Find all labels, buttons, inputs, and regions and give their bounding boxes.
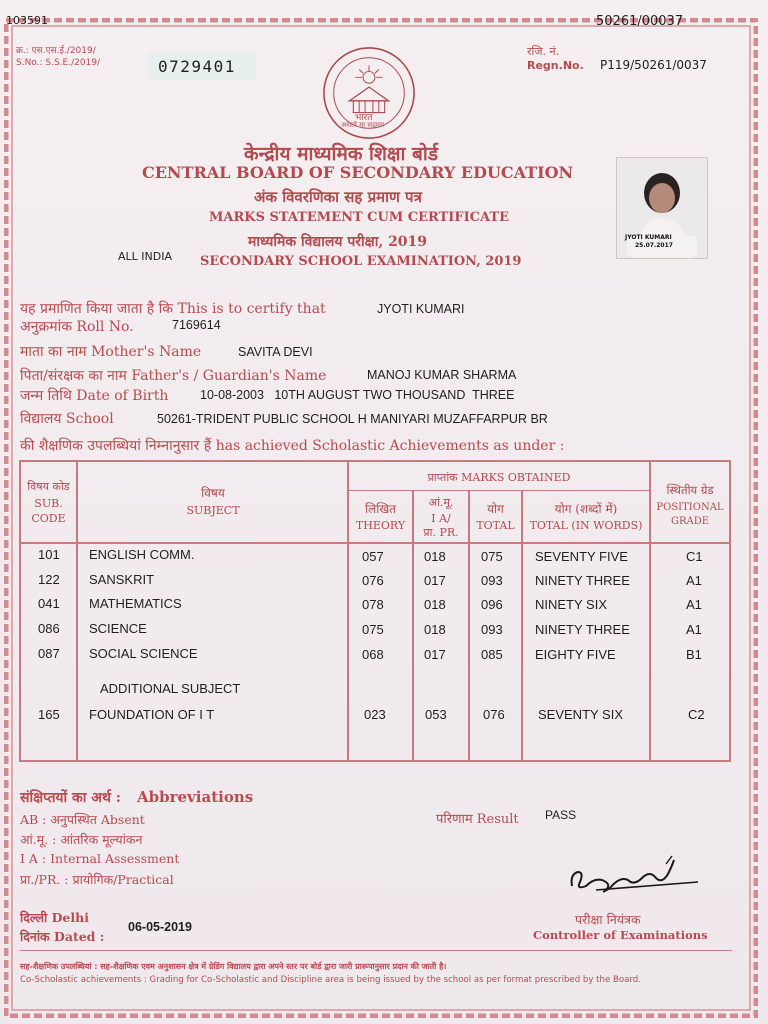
- serial-number: 0729401: [158, 57, 236, 76]
- emblem-motto: असतो मा सद्गमय: [341, 121, 385, 129]
- header-marks-obtained: प्राप्तांक MARKS OBTAINED: [427, 471, 571, 484]
- row-theory: 076: [362, 573, 384, 588]
- regn-label-english: Regn.No.: [527, 59, 584, 72]
- row-total: 096: [481, 597, 503, 612]
- document-title-hindi: अंक विवरणिका सह प्रमाण पत्र: [254, 188, 422, 206]
- exam-title-english: SECONDARY SCHOOL EXAMINATION, 2019: [200, 254, 522, 269]
- row-code: 122: [38, 572, 60, 587]
- place-label: दिल्ली Delhi: [20, 910, 89, 925]
- header-subject-hindi: विषय: [201, 486, 225, 500]
- issue-date: 06-05-2019: [128, 920, 192, 934]
- row-subject: SANSKRIT: [89, 572, 155, 587]
- row-total-words: NINETY SIX: [535, 597, 608, 612]
- mother-label: माता का नाम Mother's Name: [20, 344, 202, 360]
- result-label: परिणाम Result: [436, 812, 519, 827]
- student-name: JYOTI KUMARI: [377, 302, 465, 316]
- abbreviation-internal-hindi: आं.मू. : आंतरिक मूल्यांकन: [20, 832, 143, 847]
- row-ia: 017: [424, 647, 446, 662]
- header-ia-english: I A/: [431, 512, 451, 525]
- header-ia-hindi: आं.मू.: [428, 496, 454, 509]
- all-india-label: ALL INDIA: [118, 250, 172, 263]
- row-ia: 053: [425, 707, 447, 722]
- top-left-code: 103591: [6, 14, 48, 27]
- row-grade: C2: [688, 707, 705, 722]
- abbreviation-ia: I A : Internal Assessment: [20, 851, 180, 866]
- row-ia: 017: [424, 573, 446, 588]
- row-total-words: SEVENTY FIVE: [535, 549, 628, 564]
- row-subject: FOUNDATION OF I T: [89, 707, 215, 722]
- row-subject: ENGLISH COMM.: [89, 547, 195, 562]
- row-code: 087: [38, 646, 60, 661]
- school-name: 50261-TRIDENT PUBLIC SCHOOL H MANIYARI MUZAFFARPUR BR: [157, 412, 548, 426]
- row-grade: A1: [686, 597, 702, 612]
- exam-title-hindi: माध्यमिक विद्यालय परीक्षा, 2019: [248, 234, 428, 250]
- father-name: MANOJ KUMAR SHARMA: [367, 368, 517, 382]
- abbreviations-title-english: Abbreviations: [137, 788, 254, 806]
- row-code: 041: [38, 596, 60, 611]
- board-title-hindi: केन्द्रीय माध्यमिक शिक्षा बोर्ड: [244, 143, 438, 165]
- header-total-english: TOTAL: [476, 519, 515, 532]
- row-theory: 078: [362, 597, 384, 612]
- date-of-birth: 10-08-2003 10TH AUGUST TWO THOUSAND THREE: [200, 388, 515, 402]
- header-words-english: TOTAL (IN WORDS): [529, 519, 643, 532]
- sno-label-english: S.No.: S.S.E./2019/: [16, 58, 101, 68]
- regn-number: P119/50261/0037: [600, 58, 707, 72]
- row-theory: 023: [364, 707, 386, 722]
- result-value: PASS: [545, 808, 577, 822]
- row-grade: C1: [686, 549, 703, 564]
- row-theory: 075: [362, 622, 384, 637]
- abbreviation-ab: AB : अनुपस्थित Absent: [20, 812, 145, 827]
- footnote-english: Co-Scholastic achievements : Grading for Co-Scholastic and Discipline area is being issued by the school as per format prescribed by the Board.: [20, 975, 641, 985]
- additional-subject-label: ADDITIONAL SUBJECT: [100, 681, 241, 696]
- header-subject-english: SUBJECT: [186, 504, 240, 517]
- header-total-hindi: योग: [487, 502, 504, 516]
- footer-divider: [20, 950, 732, 951]
- row-subject: SCIENCE: [89, 621, 147, 636]
- row-total: 093: [481, 622, 503, 637]
- controller-title-english: Controller of Examinations: [533, 928, 708, 942]
- row-code: 101: [38, 547, 60, 562]
- document-title-english: MARKS STATEMENT CUM CERTIFICATE: [209, 210, 509, 225]
- roll-label: अनुक्रमांक Roll No.: [20, 319, 134, 335]
- row-subject: SOCIAL SCIENCE: [89, 646, 198, 661]
- row-total: 093: [481, 573, 503, 588]
- row-theory: 068: [362, 647, 384, 662]
- dated-label: दिनांक Dated :: [20, 929, 105, 944]
- controller-title-hindi: परीक्षा नियंत्रक: [575, 912, 641, 927]
- regn-label-hindi: रजि. नं.: [527, 45, 560, 58]
- row-subject: MATHEMATICS: [89, 596, 182, 611]
- photo-caption-date: 25.07.2017: [635, 242, 673, 249]
- header-ia-practical: प्रा. PR.: [423, 526, 459, 539]
- sno-label-hindi: क्र.: एस.एस.ई./2019/: [16, 46, 96, 56]
- row-total-words: NINETY THREE: [535, 573, 630, 588]
- achieved-label: की शैक्षणिक उपलब्धियां निम्नानुसार हैं has achieved Scholastic Achievements as under :: [20, 438, 565, 454]
- board-title-english: CENTRAL BOARD OF SECONDARY EDUCATION: [142, 163, 574, 182]
- roll-number: 7169614: [172, 318, 221, 332]
- header-grade-english-2: GRADE: [670, 516, 710, 527]
- header-words-hindi: योग (शब्दों में): [554, 502, 618, 516]
- row-ia: 018: [424, 597, 446, 612]
- dob-label: जन्म तिथि Date of Birth: [20, 388, 169, 404]
- row-grade: A1: [686, 573, 702, 588]
- header-code-hindi: विषय कोड: [27, 480, 70, 493]
- row-grade: A1: [686, 622, 702, 637]
- photo-caption-name: JYOTI KUMARI: [625, 234, 672, 241]
- row-ia: 018: [424, 549, 446, 564]
- abbreviation-practical: प्रा./PR. : प्रायोगिक/Practical: [20, 872, 174, 887]
- student-photo: [616, 157, 708, 259]
- row-grade: B1: [686, 647, 702, 662]
- top-right-code: 50261/00037: [596, 14, 684, 29]
- row-total: 075: [481, 549, 503, 564]
- row-code: 086: [38, 621, 60, 636]
- row-ia: 018: [424, 622, 446, 637]
- row-total: 076: [483, 707, 505, 722]
- header-code-english-1: SUB.: [34, 497, 63, 510]
- mother-name: SAVITA DEVI: [238, 345, 313, 359]
- footnote-hindi: सह-शैक्षणिक उपलब्धियां : सह-शैक्षणिक एवम अनुशासन क्षेत्र में ग्रेडिंग विद्यालय द्वारा अपने स्तर पर बोर्ड द्वारा जारी प्रारूपानुसार प्रदान की जाती है।: [20, 962, 447, 971]
- row-total-words: SEVENTY SIX: [538, 707, 624, 722]
- school-label: विद्यालय School: [20, 411, 114, 427]
- row-theory: 057: [362, 549, 384, 564]
- controller-signature-icon: [566, 852, 704, 900]
- abbreviations-title-hindi: संक्षिप्तयों का अर्थ :: [20, 790, 121, 806]
- header-code-english-2: CODE: [31, 512, 66, 525]
- row-code: 165: [38, 707, 60, 722]
- emblem-text: भारत: [355, 113, 373, 123]
- father-label: पिता/संरक्षक का नाम Father's / Guardian's Name: [20, 368, 327, 384]
- row-total-words: EIGHTY FIVE: [535, 647, 616, 662]
- header-theory-english: THEORY: [355, 519, 406, 532]
- certify-label: यह प्रमाणित किया जाता है कि This is to certify that: [20, 301, 326, 317]
- header-grade-hindi: स्थितीय ग्रेड: [666, 483, 714, 497]
- row-total-words: NINETY THREE: [535, 622, 630, 637]
- header-grade-english-1: POSITIONAL: [656, 502, 724, 513]
- header-theory-hindi: लिखित: [364, 502, 396, 516]
- row-total: 085: [481, 647, 503, 662]
